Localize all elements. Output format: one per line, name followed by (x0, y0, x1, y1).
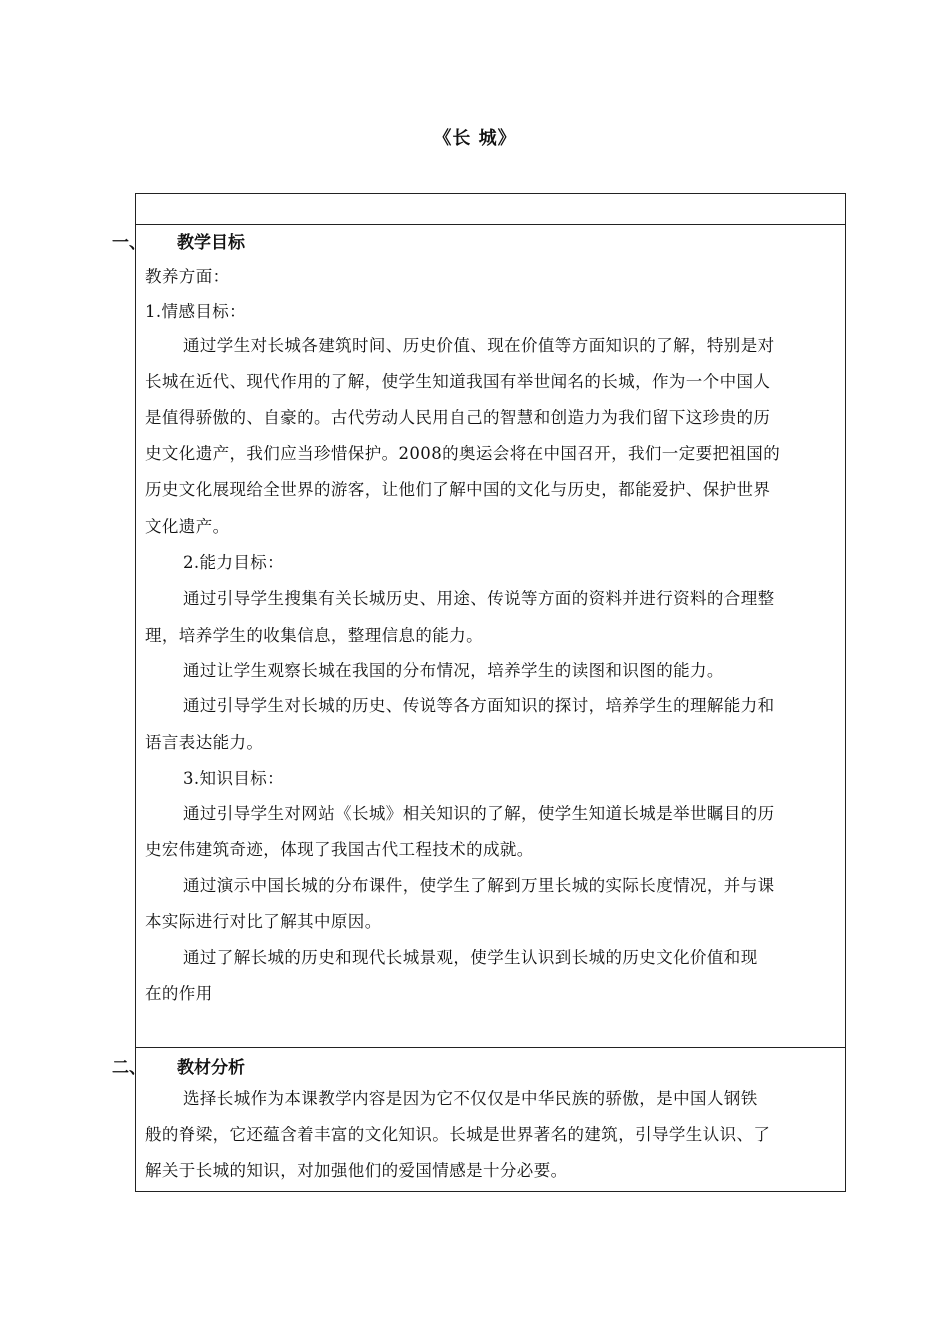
text-line: 1.情感目标： (145, 302, 247, 321)
text-line: 教养方面： (145, 267, 230, 286)
text-line: 本实际进行对比了解其中原因。 (145, 912, 382, 931)
text-line: 长城在近代、现代作用的了解，使学生知道我国有举世闻名的长城，作为一个中国人 (145, 372, 771, 391)
text-line: 历史文化展现给全世界的游客，让他们了解中国的文化与历史，都能爱护、保护世界 (145, 480, 771, 499)
text-line: 2.能力目标： (183, 553, 285, 572)
text-line: 文化遗产。 (145, 517, 230, 536)
section-title: 教材分析 (177, 1058, 245, 1078)
text-line: 在的作用 (145, 984, 213, 1003)
text-line: 通过了解长城的历史和现代长城景观，使学生认识到长城的历史文化价值和现 (183, 948, 758, 967)
text-line: 般的脊梁，它还蕴含着丰富的文化知识。长城是世界著名的建筑，引导学生认识、了 (145, 1125, 771, 1144)
text-line: 史宏伟建筑奇迹，体现了我国古代工程技术的成就。 (145, 840, 534, 859)
text-line: 解关于长城的知识，对加强他们的爱国情感是十分必要。 (145, 1161, 568, 1180)
text-line: 通过引导学生对长城的历史、传说等各方面知识的探讨，培养学生的理解能力和 (183, 696, 775, 715)
text-line: 理，培养学生的收集信息，整理信息的能力。 (145, 626, 483, 645)
text-line: 通过引导学生对网站《长城》相关知识的了解，使学生知道长城是举世瞩目的历 (183, 804, 775, 823)
section-title: 教学目标 (177, 233, 245, 253)
text-line: 史文化遗产，我们应当珍惜保护。2008的奥运会将在中国召开，我们一定要把祖国的 (145, 444, 781, 463)
section-number: 一、 (112, 233, 146, 253)
text-line: 选择长城作为本课教学内容是因为它不仅仅是中华民族的骄傲，是中国人钢铁 (183, 1089, 758, 1108)
text-line: 语言表达能力。 (145, 733, 264, 752)
text-line: 通过演示中国长城的分布课件，使学生了解到万里长城的实际长度情况，并与课 (183, 876, 775, 895)
text-line: 通过引导学生搜集有关长城历史、用途、传说等方面的资料并进行资料的合理整 (183, 589, 775, 608)
section-number: 二、 (112, 1058, 146, 1078)
text-line: 通过让学生观察长城在我国的分布情况，培养学生的读图和识图的能力。 (183, 661, 724, 680)
row-divider (136, 224, 845, 225)
row-divider (136, 1047, 845, 1048)
text-line: 通过学生对长城各建筑时间、历史价值、现在价值等方面知识的了解，特别是对 (183, 336, 775, 355)
document-title: 《长 城》 (433, 128, 517, 149)
text-line: 3.知识目标： (183, 769, 285, 788)
text-line: 是值得骄傲的、自豪的。古代劳动人民用自己的智慧和创造力为我们留下这珍贵的历 (145, 408, 771, 427)
